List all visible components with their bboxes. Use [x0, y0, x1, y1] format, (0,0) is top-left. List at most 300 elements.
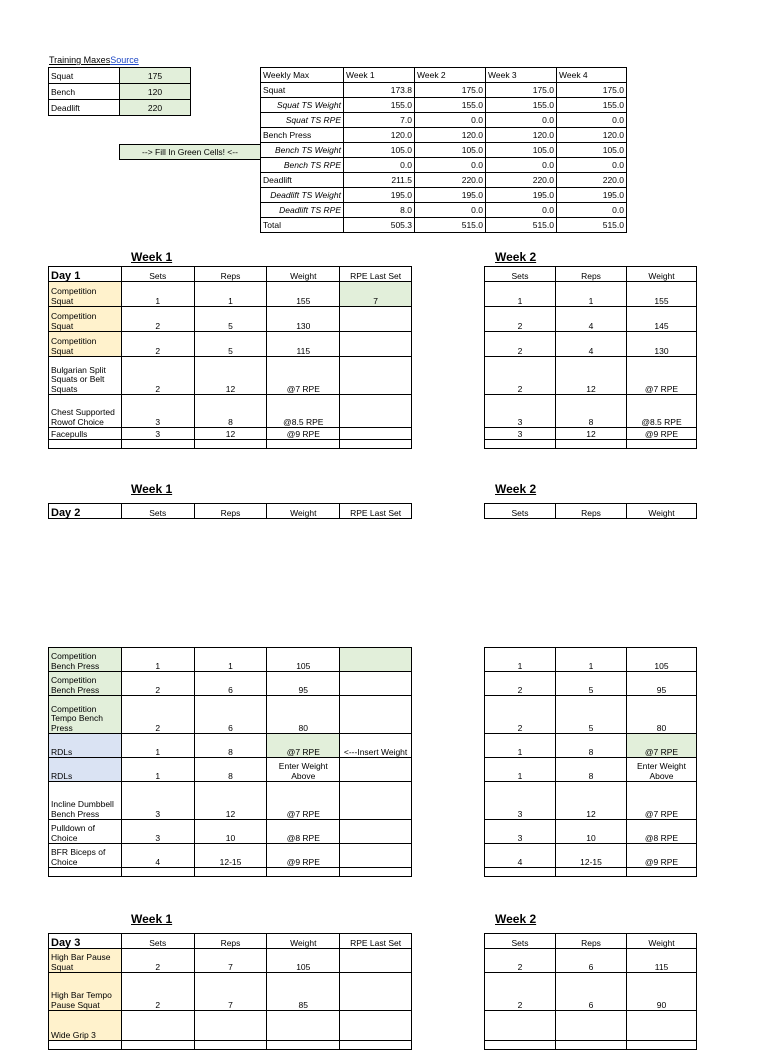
weight-cell: [627, 1011, 697, 1041]
weight-cell: @8.5 RPE: [267, 395, 340, 428]
weekly-value: 220.0: [557, 173, 627, 188]
rpe-header: RPE Last Set: [340, 504, 412, 519]
sets-cell: 1: [121, 648, 194, 672]
exercise-row: [485, 672, 697, 696]
weekly-value: 175.0: [415, 83, 486, 98]
reps-cell: 6: [194, 696, 267, 734]
weekly-row: [261, 203, 627, 218]
tm-bench-input[interactable]: 120: [120, 84, 191, 100]
sets-cell: 2: [121, 307, 194, 332]
weekly-value: 105.0: [557, 143, 627, 158]
day-title: Day 3: [49, 934, 122, 949]
weight-cell: @7 RPE: [627, 734, 697, 758]
exercise-name: Incline Dumbbell Bench Press: [49, 782, 122, 820]
reps-cell: 12: [194, 357, 267, 395]
weekly-value: 211.5: [344, 173, 415, 188]
weekly-value: 195.0: [486, 188, 557, 203]
reps-header: Reps: [194, 504, 267, 519]
weekly-row-label: Squat: [261, 83, 344, 98]
day1-week1-label: Week 1: [131, 250, 173, 264]
sets-cell: 2: [121, 357, 194, 395]
weekly-value: 0.0: [557, 113, 627, 128]
reps-cell: 8: [556, 395, 627, 428]
sets-cell: 2: [121, 672, 194, 696]
weekly-header-w4: Week 4: [557, 68, 627, 83]
day-header-row: [485, 934, 697, 949]
exercise-row: [49, 648, 412, 672]
sets-cell: 2: [485, 672, 556, 696]
exercise-row: [49, 844, 412, 868]
sets-cell: 3: [485, 820, 556, 844]
weight-header: Weight: [267, 504, 340, 519]
rpe-cell: [340, 428, 412, 440]
sets-cell: 2: [485, 307, 556, 332]
exercise-name: Pulldown of Choice: [49, 820, 122, 844]
exercise-row: [485, 648, 697, 672]
reps-cell: 12-15: [194, 844, 267, 868]
exercise-row: [485, 1011, 697, 1041]
exercise-name: BFR Biceps of Choice: [49, 844, 122, 868]
weekly-value: 155.0: [557, 98, 627, 113]
day3-week2-label: Week 2: [495, 912, 537, 926]
rpe-cell: [340, 696, 412, 734]
reps-cell: 7: [194, 949, 267, 973]
weekly-value: 173.8: [344, 83, 415, 98]
weight-cell: @7 RPE: [627, 357, 697, 395]
reps-cell: 5: [556, 696, 627, 734]
empty-cell: [627, 868, 697, 877]
reps-cell: 12: [194, 428, 267, 440]
exercise-row: [485, 332, 697, 357]
weekly-row: [261, 158, 627, 173]
weight-cell: 105: [267, 648, 340, 672]
sets-cell: [485, 1011, 556, 1041]
tm-squat-input[interactable]: 175: [120, 68, 191, 84]
weekly-value: 0.0: [486, 113, 557, 128]
weekly-value: 0.0: [557, 158, 627, 173]
sets-cell: [121, 1011, 194, 1041]
tm-deadlift-input[interactable]: 220: [120, 100, 191, 116]
weekly-value: 155.0: [486, 98, 557, 113]
exercise-row: [485, 782, 697, 820]
sets-cell: 3: [485, 782, 556, 820]
sets-cell: 2: [485, 949, 556, 973]
day1-week2-label: Week 2: [495, 250, 537, 264]
empty-cell: [485, 868, 556, 877]
exercise-row: [485, 395, 697, 428]
weight-header: Weight: [627, 267, 697, 282]
reps-cell: 6: [556, 949, 627, 973]
empty-cell: [49, 1041, 122, 1050]
empty-cell: [556, 868, 627, 877]
day2-week1-table: [48, 647, 412, 877]
weekly-row: [261, 83, 627, 98]
exercise-row: [49, 1011, 412, 1041]
exercise-row: [485, 949, 697, 973]
weekly-value: 220.0: [415, 173, 486, 188]
reps-cell: 8: [194, 758, 267, 782]
weekly-row-label: Total: [261, 218, 344, 233]
exercise-name: Wide Grip 3: [49, 1011, 122, 1041]
exercise-row: [485, 307, 697, 332]
rpe-header: RPE Last Set: [340, 267, 412, 282]
tm-squat-label: Squat: [49, 68, 120, 84]
exercise-row: [49, 332, 412, 357]
rpe-cell: [340, 949, 412, 973]
empty-cell: [485, 1041, 556, 1050]
weekly-header-label: Weekly Max: [261, 68, 344, 83]
training-maxes-table: [48, 67, 191, 116]
weekly-row-label: Deadlift: [261, 173, 344, 188]
reps-cell: 1: [556, 648, 627, 672]
weekly-row-label: Squat TS Weight: [261, 98, 344, 113]
training-maxes-header: [49, 55, 139, 65]
exercise-row: [49, 782, 412, 820]
weekly-value: 175.0: [486, 83, 557, 98]
weekly-row-label: Bench TS Weight: [261, 143, 344, 158]
reps-cell: 8: [194, 734, 267, 758]
sets-cell: 1: [121, 734, 194, 758]
weight-cell: 95: [267, 672, 340, 696]
weekly-value: 515.0: [486, 218, 557, 233]
sets-cell: 2: [121, 696, 194, 734]
rpe-cell: [340, 672, 412, 696]
weight-cell: 105: [267, 949, 340, 973]
weight-cell: 90: [627, 973, 697, 1011]
weight-cell[interactable]: @7 RPE: [267, 734, 340, 758]
reps-cell: 8: [194, 395, 267, 428]
exercise-row: [485, 696, 697, 734]
weekly-value: 120.0: [415, 128, 486, 143]
sets-cell: 3: [121, 428, 194, 440]
day2-week2-label: Week 2: [495, 482, 537, 496]
sets-cell: 2: [121, 973, 194, 1011]
reps-cell: 6: [556, 973, 627, 1011]
tm-bench-label: Bench: [49, 84, 120, 100]
exercise-row: [485, 820, 697, 844]
sets-cell: 2: [485, 973, 556, 1011]
empty-cell: [121, 440, 194, 449]
rpe-cell: [340, 844, 412, 868]
empty-row: [485, 440, 697, 449]
weight-cell: 80: [627, 696, 697, 734]
rpe-cell: [340, 357, 412, 395]
sets-cell: 1: [121, 758, 194, 782]
weekly-value: 515.0: [415, 218, 486, 233]
day-header-row: [49, 934, 412, 949]
day-title: Day 2: [49, 504, 122, 519]
weight-header: Weight: [627, 504, 697, 519]
empty-row: [49, 440, 412, 449]
weekly-value: 0.0: [415, 113, 486, 128]
empty-cell: [49, 868, 122, 877]
weight-cell: Enter Weight Above: [627, 758, 697, 782]
exercise-name: Competition Bench Press: [49, 672, 122, 696]
sets-cell: 4: [121, 844, 194, 868]
sets-header: Sets: [121, 267, 194, 282]
empty-cell: [340, 868, 412, 877]
empty-cell: [627, 1041, 697, 1050]
weekly-value: 0.0: [557, 203, 627, 218]
empty-cell: [267, 440, 340, 449]
empty-cell: [556, 440, 627, 449]
reps-cell: 12-15: [556, 844, 627, 868]
rpe-cell[interactable]: 7: [340, 282, 412, 307]
weight-cell: @9 RPE: [267, 844, 340, 868]
weight-cell: @8 RPE: [627, 820, 697, 844]
rpe-cell: [340, 395, 412, 428]
empty-cell: [267, 1041, 340, 1050]
source-link[interactable]: Source: [110, 55, 139, 65]
sets-cell: 1: [485, 734, 556, 758]
weekly-row: [261, 218, 627, 233]
exercise-name: Competition Squat: [49, 332, 122, 357]
sets-cell: 3: [121, 820, 194, 844]
reps-cell: 7: [194, 973, 267, 1011]
weight-cell: 80: [267, 696, 340, 734]
weekly-value: 0.0: [486, 158, 557, 173]
weekly-value: 220.0: [486, 173, 557, 188]
sets-cell: 3: [121, 395, 194, 428]
empty-row: [49, 1041, 412, 1050]
weekly-row-label: Deadlift TS Weight: [261, 188, 344, 203]
weight-cell: 115: [627, 949, 697, 973]
empty-row: [485, 868, 697, 877]
weekly-value: 155.0: [415, 98, 486, 113]
rpe-cell: [340, 758, 412, 782]
sets-cell: 1: [485, 648, 556, 672]
reps-header: Reps: [194, 934, 267, 949]
exercise-row: [485, 282, 697, 307]
rpe-cell: [340, 1011, 412, 1041]
weekly-row-label: Squat TS RPE: [261, 113, 344, 128]
empty-cell: [49, 440, 122, 449]
weekly-value: 105.0: [486, 143, 557, 158]
tm-deadlift-label: Deadlift: [49, 100, 120, 116]
exercise-row: [49, 282, 412, 307]
weight-cell: @7 RPE: [627, 782, 697, 820]
weekly-value: 7.0: [344, 113, 415, 128]
exercise-row: [49, 973, 412, 1011]
empty-cell: [121, 1041, 194, 1050]
empty-cell: [194, 440, 267, 449]
sets-cell: 3: [121, 782, 194, 820]
weight-cell: 105: [627, 648, 697, 672]
weekly-row: [261, 128, 627, 143]
sets-cell: 1: [485, 758, 556, 782]
empty-cell: [340, 1041, 412, 1050]
weekly-value: 0.0: [486, 203, 557, 218]
day2-week2-header: [484, 503, 697, 519]
weekly-row-label: Bench Press: [261, 128, 344, 143]
exercise-row: [49, 357, 412, 395]
sets-cell: 3: [485, 428, 556, 440]
exercise-row: [485, 734, 697, 758]
day2-week1-label: Week 1: [131, 482, 173, 496]
weight-cell: [267, 1011, 340, 1041]
exercise-row: [49, 734, 412, 758]
weight-cell: 145: [627, 307, 697, 332]
exercise-row: [485, 758, 697, 782]
empty-cell: [340, 440, 412, 449]
rpe-cell: [340, 307, 412, 332]
weekly-value: 105.0: [415, 143, 486, 158]
exercise-name: Competition Bench Press: [49, 648, 122, 672]
exercise-name: Competition Squat: [49, 307, 122, 332]
weekly-header-w3: Week 3: [486, 68, 557, 83]
exercise-row: [49, 395, 412, 428]
empty-cell: [485, 440, 556, 449]
reps-cell: 5: [556, 672, 627, 696]
exercise-name: Competition Squat: [49, 282, 122, 307]
empty-cell: [121, 868, 194, 877]
exercise-name: Facepulls: [49, 428, 122, 440]
sets-header: Sets: [485, 934, 556, 949]
weekly-value: 0.0: [415, 158, 486, 173]
weight-cell: 130: [627, 332, 697, 357]
reps-cell: 12: [556, 357, 627, 395]
day-title: Day 1: [49, 267, 122, 282]
weekly-value: 505.3: [344, 218, 415, 233]
sets-header: Sets: [121, 504, 194, 519]
reps-cell: 8: [556, 758, 627, 782]
weekly-value: 120.0: [557, 128, 627, 143]
training-maxes-label: Training Maxes: [49, 55, 111, 65]
exercise-row: [49, 307, 412, 332]
sets-header: Sets: [485, 267, 556, 282]
exercise-row: [49, 672, 412, 696]
exercise-name: High Bar Pause Squat: [49, 949, 122, 973]
exercise-name: Competition Tempo Bench Press: [49, 696, 122, 734]
weekly-value: 105.0: [344, 143, 415, 158]
weight-cell: @8 RPE: [267, 820, 340, 844]
weekly-value: 175.0: [557, 83, 627, 98]
weight-cell: 115: [267, 332, 340, 357]
reps-cell: 5: [194, 307, 267, 332]
rpe-cell: [340, 973, 412, 1011]
exercise-name: High Bar Tempo Pause Squat: [49, 973, 122, 1011]
exercise-row: [485, 357, 697, 395]
weekly-value: 195.0: [415, 188, 486, 203]
weekly-value: 515.0: [557, 218, 627, 233]
day1-week2-table: [484, 266, 697, 449]
rpe-cell: <---Insert Weight: [340, 734, 412, 758]
exercise-row: [49, 758, 412, 782]
weight-cell: @9 RPE: [627, 844, 697, 868]
weekly-row: [261, 143, 627, 158]
day-header-row: [49, 267, 412, 282]
sets-cell: 2: [485, 357, 556, 395]
sets-header: Sets: [121, 934, 194, 949]
reps-cell: 4: [556, 307, 627, 332]
weekly-row-label: Bench TS RPE: [261, 158, 344, 173]
empty-cell: [194, 868, 267, 877]
reps-cell: 1: [194, 648, 267, 672]
weight-header: Weight: [267, 934, 340, 949]
reps-cell: 1: [556, 282, 627, 307]
rpe-cell: [340, 820, 412, 844]
empty-row: [485, 1041, 697, 1050]
empty-cell: [556, 1041, 627, 1050]
weight-cell: @8.5 RPE: [627, 395, 697, 428]
day2-week1-header: [48, 503, 412, 519]
sets-cell: 1: [121, 282, 194, 307]
exercise-row: [49, 696, 412, 734]
fill-green-note: --> Fill In Green Cells! <--: [119, 144, 261, 160]
weight-cell: 155: [267, 282, 340, 307]
rpe-cell: [340, 332, 412, 357]
exercise-name: Chest Supported Rowof Choice: [49, 395, 122, 428]
sets-cell: 2: [485, 696, 556, 734]
rpe-header: RPE Last Set: [340, 934, 412, 949]
sets-cell: 3: [485, 395, 556, 428]
day-header-row: [49, 504, 412, 519]
weekly-value: 0.0: [344, 158, 415, 173]
weight-cell: 155: [627, 282, 697, 307]
reps-header: Reps: [556, 267, 627, 282]
exercise-row: [485, 844, 697, 868]
reps-cell: [556, 1011, 627, 1041]
weekly-row: [261, 98, 627, 113]
weekly-value: 0.0: [415, 203, 486, 218]
weight-cell: @9 RPE: [267, 428, 340, 440]
reps-cell: 5: [194, 332, 267, 357]
rpe-cell: [340, 782, 412, 820]
sets-cell: 1: [485, 282, 556, 307]
weight-cell: @7 RPE: [267, 782, 340, 820]
exercise-row: [49, 820, 412, 844]
day3-week1-label: Week 1: [131, 912, 173, 926]
reps-cell: 12: [556, 782, 627, 820]
reps-cell: [194, 1011, 267, 1041]
empty-cell: [267, 868, 340, 877]
empty-cell: [627, 440, 697, 449]
sets-cell: 4: [485, 844, 556, 868]
weekly-header-w1: Week 1: [344, 68, 415, 83]
reps-cell: 4: [556, 332, 627, 357]
weekly-header-w2: Week 2: [415, 68, 486, 83]
weight-cell: 130: [267, 307, 340, 332]
weight-cell: 85: [267, 973, 340, 1011]
reps-cell: 6: [194, 672, 267, 696]
weight-cell: @9 RPE: [627, 428, 697, 440]
exercise-name: RDLs: [49, 734, 122, 758]
exercise-row: [49, 949, 412, 973]
sets-cell: 2: [485, 332, 556, 357]
reps-cell: 12: [194, 782, 267, 820]
sets-cell: 2: [121, 949, 194, 973]
reps-cell: 12: [556, 428, 627, 440]
day3-week2-table: [484, 933, 697, 1050]
exercise-name: RDLs: [49, 758, 122, 782]
sets-header: Sets: [485, 504, 556, 519]
weekly-value: 120.0: [344, 128, 415, 143]
day3-week1-table: [48, 933, 412, 1050]
reps-cell: 10: [194, 820, 267, 844]
exercise-row: [485, 428, 697, 440]
weekly-row: [261, 188, 627, 203]
sets-cell: 2: [121, 332, 194, 357]
rpe-cell[interactable]: [340, 648, 412, 672]
weekly-value: 195.0: [557, 188, 627, 203]
reps-cell: 8: [556, 734, 627, 758]
exercise-name: Bulgarian Split Squats or Belt Squats: [49, 357, 122, 395]
empty-cell: [194, 1041, 267, 1050]
day2-week2-table: [484, 647, 697, 877]
weight-header: Weight: [267, 267, 340, 282]
weight-cell: @7 RPE: [267, 357, 340, 395]
weekly-row-label: Deadlift TS RPE: [261, 203, 344, 218]
